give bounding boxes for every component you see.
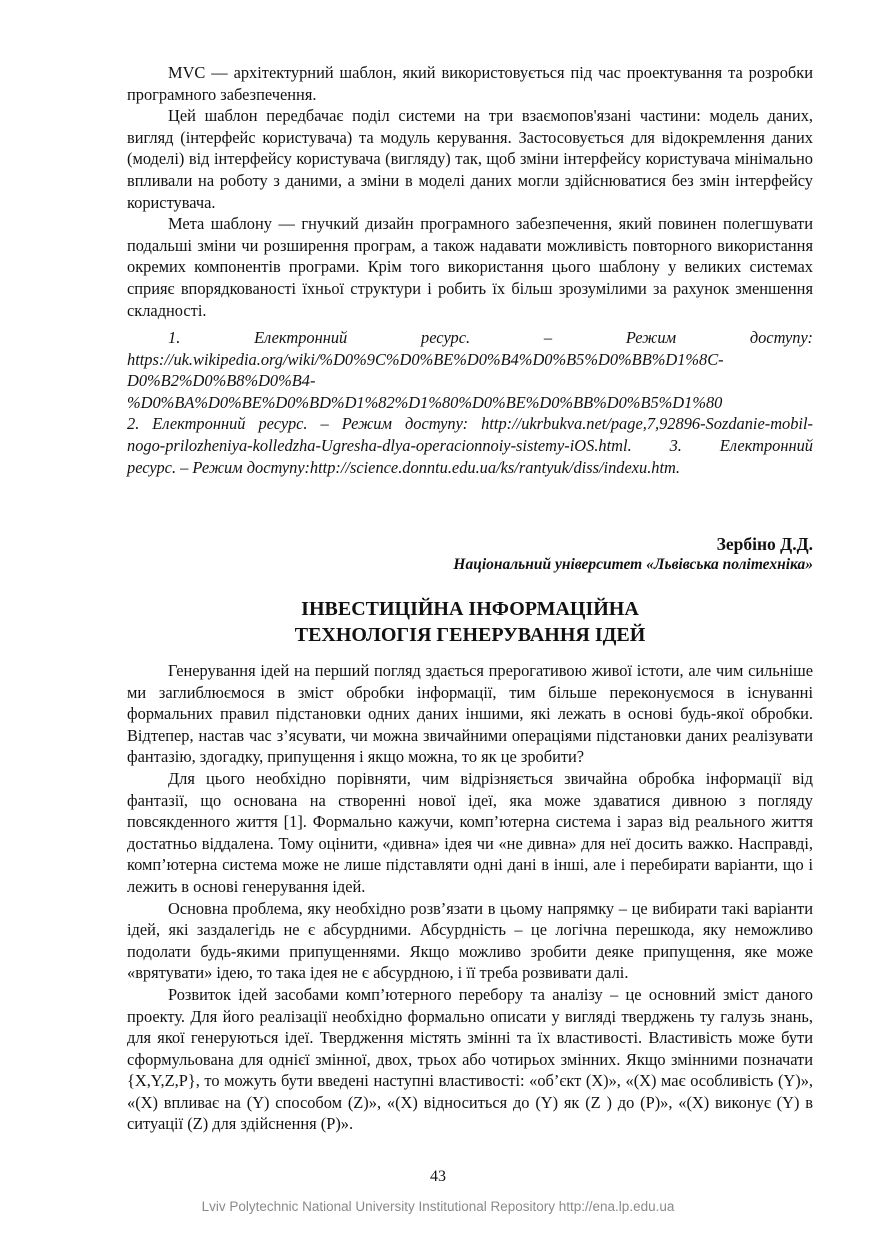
paragraph: Для цього необхідно порівняти, чим відрізняється звичайна обробка інформації від фантазії, що основана на створенні нової ідеї, яка може здаватися дивною з погляду повсякденного життя [1]. Формально кажучи, комп’ютерна система і зараз від реального життя достатньо віддалена. Тому оцінити, «дивна» ідея чи «не дивна» для неї досить важко. Насправді, комп’ютерна система може не лише підставляти одні дані в інші, але і перебирати варіанти, що і лежить в основі генерування ідей. bbox=[127, 768, 813, 896]
reference-line: ресурс. – Режим доступу:http://science.donntu.edu.ua/ks/rantyuk/diss/indexu.htm. bbox=[127, 457, 680, 477]
mvc-section bbox=[127, 62, 813, 321]
paragraph: Розвиток ідей засобами комп’ютерного перебору та аналізу – це основний зміст даного проекту. Для його реалізації необхідно формально описати у вигляді тверджень ту галузь знань, для якої генеруються ідеї. Твердження містять змінні та їх властивості. Властивість може бути сформульована для однієї змінної, двох, трьох або чотирьох змінних. Якщо змінними позначати {X,Y,Z,P}, то можуть бути введені наступні властивості: «об’єкт (X)», «(X) має особливість (Y)», «(X) впливає на (Y) способом (Z)», «(X) відноситься до (Y) як (Z ) до (P)», «(X) виконує (Y) в ситуації (Z) для здійснення (P)». bbox=[127, 984, 813, 1134]
paragraph: Мета шаблону — гнучкий дизайн програмного забезпечення, який повинен полегшувати подальші зміни чи розширення програм, а також надавати можливість повторного використання окремих компонентів програми. Крім того використання цього шаблону у великих системах сприяє впорядкованості їхньої структури і робить їх більш зрозумілими за рахунок зменшення складності. bbox=[127, 214, 813, 320]
page-number: 43 bbox=[430, 1168, 446, 1185]
reference-link[interactable]: https://uk.wikipedia.org/wiki/%D0%9C%D0%BE%D0%B4%D0%B5%D0%BB%D1%8C- bbox=[127, 349, 724, 369]
reference-line: 1. Електронний ресурс. – Режим доступу: bbox=[168, 328, 813, 347]
paragraph: Основна проблема, яку необхідно розв’язати в цьому напрямку – це вибирати такі варіанти ідей, які заздалегідь не є абсурдними. Абсурдність – це логічна перешкода, яку неможливо подолати будь-якими припущеннями. Якщо можливо зробити деяке припущення, яке може «врятувати» ідею, то така ідея не є абсурдною, і її треба розвивати далі. bbox=[127, 898, 813, 983]
article-title bbox=[127, 596, 813, 648]
reference-line: nogo-prilozheniya-kolledzha-Ugresha-dlya-operacionnoiy-sistemy-iOS.html. 3. Електронний bbox=[127, 435, 813, 455]
paragraph: Цей шаблон передбачає поділ системи на три взаємопов'язані частини: модель даних, вигляд (інтерфейс користувача) та модуль керування. Застосовується для відокремлення даних (моделі) від інтерфейсу користувача (вигляду) так, щоб зміни інтерфейсу користувача мінімально впливали на роботу з даними, а зміни в моделі даних могли здійснюватися без змін інтерфейсу користувача. bbox=[127, 106, 813, 212]
author-name: Зербіно Д.Д. bbox=[716, 534, 813, 554]
title-line: ІНВЕСТИЦІЙНА ІНФОРМАЦІЙНА bbox=[301, 598, 639, 620]
repository-footer: Lviv Polytechnic National University Institutional Repository http://ena.lp.edu.ua bbox=[201, 1199, 675, 1214]
reference-link[interactable]: D0%B2%D0%B8%D0%B4- bbox=[127, 371, 316, 391]
title-line: ТЕХНОЛОГІЯ ГЕНЕРУВАННЯ ІДЕЙ bbox=[294, 624, 646, 646]
paragraph: Генерування ідей на перший погляд здається прерогативою живої істоти, але чим сильніше ми заглиблюємося в зміст обробки інформації, тим більше переконуємося в існуванні формальних правил підстановки одних даних іншими, які лежать в основі будь-якої обробки. Відтепер, настав час з’ясувати, чи можна звичайними операціями підстановки даних реалізувати фантазію, здогадку, припущення і якщо можна, то як це зробити? bbox=[127, 661, 813, 767]
reference-link[interactable]: %D0%BA%D0%BE%D0%BD%D1%82%D1%80%D0%BE%D0%BB%D0%B5%D1%80 bbox=[127, 392, 723, 412]
reference-line: 2. Електронний ресурс. – Режим доступу: http://ukrbukva.net/page,7,92896-Sozdanie-mobil- bbox=[127, 414, 813, 434]
references-list bbox=[127, 327, 813, 478]
author-affiliation: Національний університет «Львівська політехніка» bbox=[453, 556, 813, 573]
paragraph: MVC — архітектурний шаблон, який використовується під час проектування та розробки програмного забезпечення. bbox=[127, 63, 813, 104]
article-body bbox=[127, 660, 813, 1135]
